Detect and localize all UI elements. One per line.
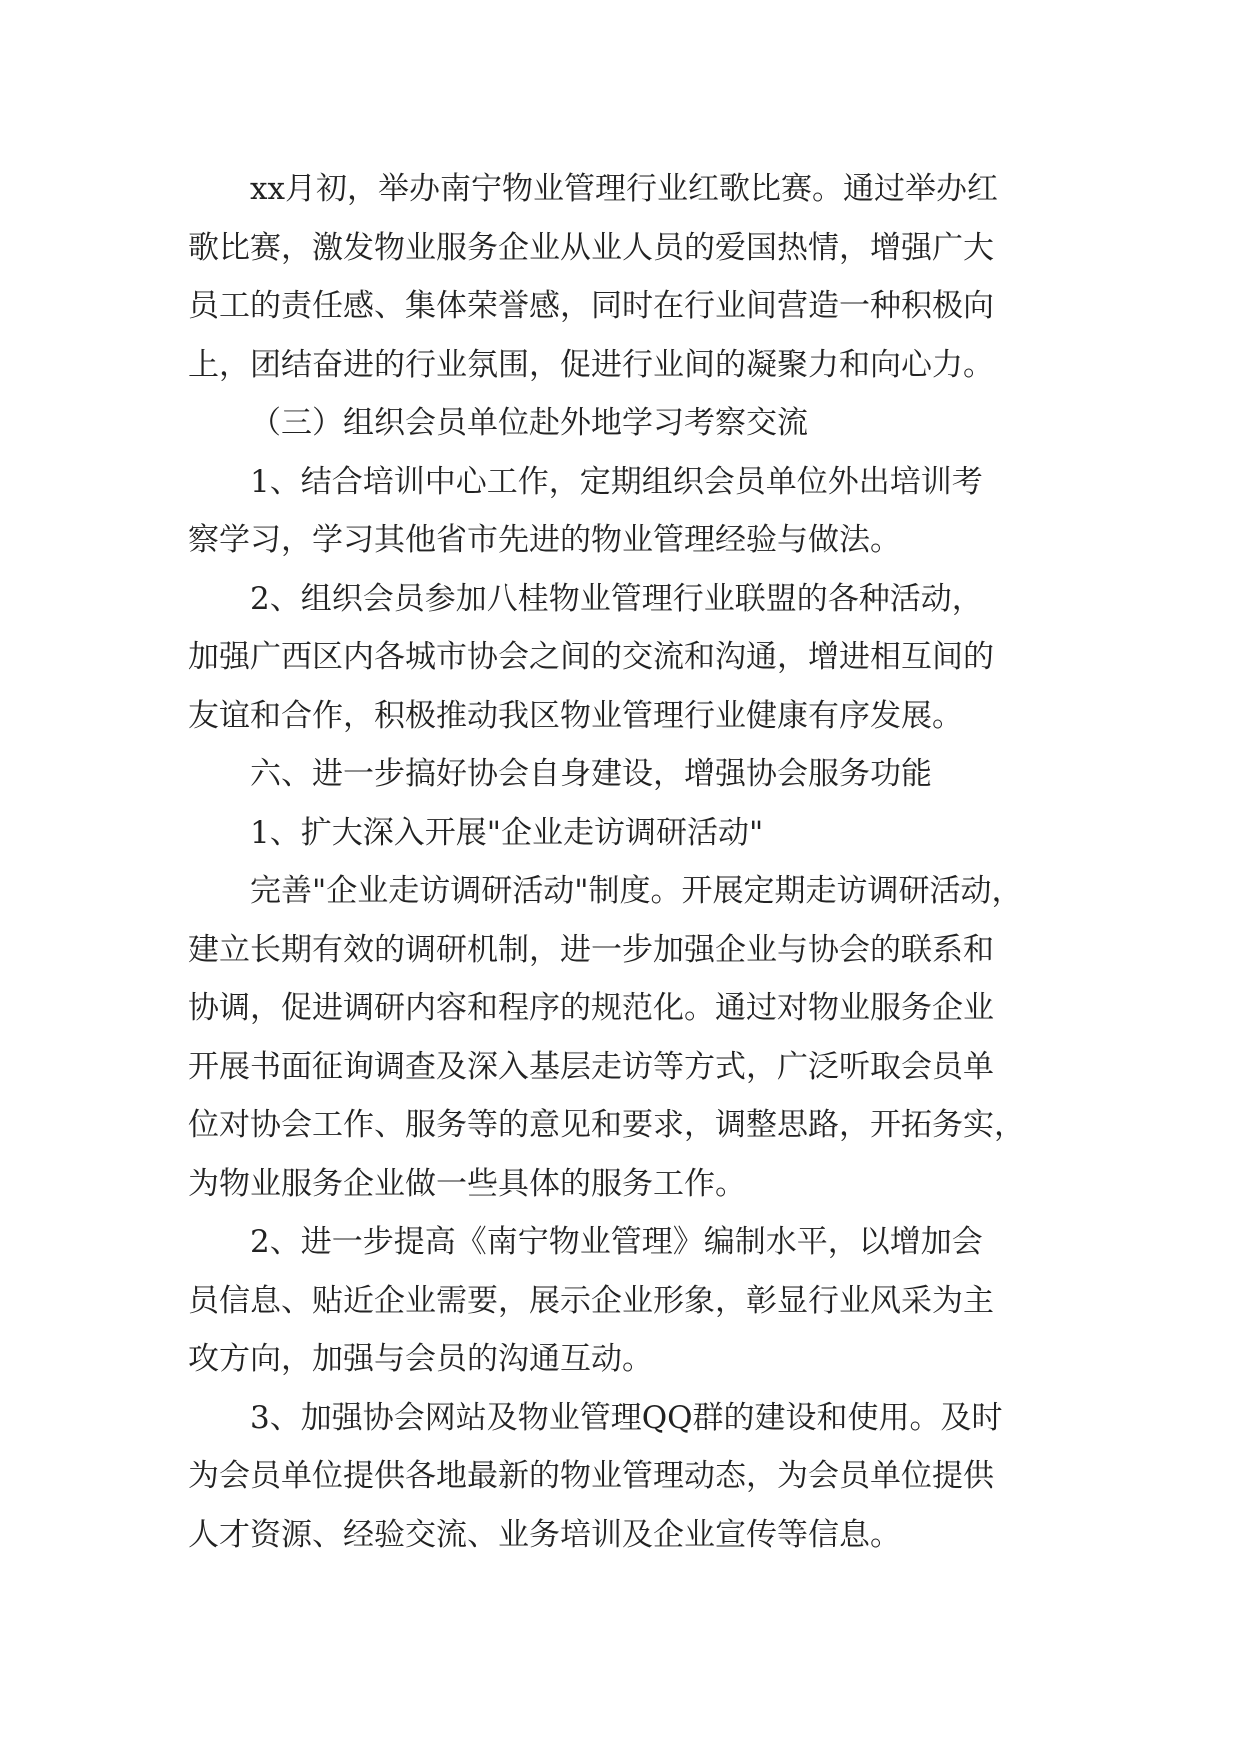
- text-line: 2、组织会员参加八桂物业管理行业联盟的各种活动，: [250, 580, 983, 617]
- text-line: 上，团结奋进的行业氛围，促进行业间的凝聚力和向心力。: [188, 346, 994, 383]
- text-line: 察学习，学习其他省市先进的物业管理经验与做法。: [188, 522, 901, 558]
- section-heading: （三）组织会员单位赴外地学习考察交流: [250, 405, 808, 441]
- text-line: 3、加强协会网站及物业管理QQ群的建设和使用。及时: [250, 1399, 1003, 1436]
- subsection-heading: 1、扩大深入开展"企业走访调研活动": [250, 814, 764, 851]
- text-line: 员工的责任感、集体荣誉感，同时在行业间营造一种积极向: [188, 288, 994, 324]
- text-line: 位对协会工作、服务等的意见和要求，调整思路，开拓务实，: [188, 1107, 1025, 1143]
- text-line: 1、结合培训中心工作，定期组织会员单位外出培训考: [250, 463, 983, 500]
- text-line: 员信息、贴近企业需要，展示企业形象，彰显行业风采为主: [188, 1282, 994, 1319]
- section-heading: 六、进一步搞好协会自身建设，增强协会服务功能: [250, 756, 932, 792]
- text-line: 完善"企业走访调研活动"制度。开展定期走访调研活动，: [250, 873, 1023, 909]
- text-line: 为物业服务企业做一些具体的服务工作。: [188, 1165, 746, 1202]
- text-line: 攻方向，加强与会员的沟通互动。: [188, 1341, 653, 1377]
- text-line: 开展书面征询调查及深入基层走访等方式，广泛听取会员单: [188, 1048, 994, 1085]
- text-line: 歌比赛，激发物业服务企业从业人员的爱国热情，增强广大: [188, 229, 994, 266]
- text-line: 人才资源、经验交流、业务培训及企业宣传等信息。: [188, 1516, 901, 1553]
- text-line: 协调，促进调研内容和程序的规范化。通过对物业服务企业: [188, 990, 994, 1026]
- text-line: 建立长期有效的调研机制，进一步加强企业与协会的联系和: [188, 931, 994, 968]
- document-body: [188, 160, 1048, 1564]
- text-line: xx月初，举办南宁物业管理行业红歌比赛。通过举办红: [250, 171, 998, 207]
- text-line: 2、进一步提高《南宁物业管理》编制水平，以增加会: [250, 1224, 983, 1260]
- text-line: 友谊和合作，积极推动我区物业管理行业健康有序发展。: [188, 697, 963, 734]
- text-line: 为会员单位提供各地最新的物业管理动态，为会员单位提供: [188, 1458, 994, 1494]
- text-line: 加强广西区内各城市协会之间的交流和沟通，增进相互间的: [188, 639, 994, 675]
